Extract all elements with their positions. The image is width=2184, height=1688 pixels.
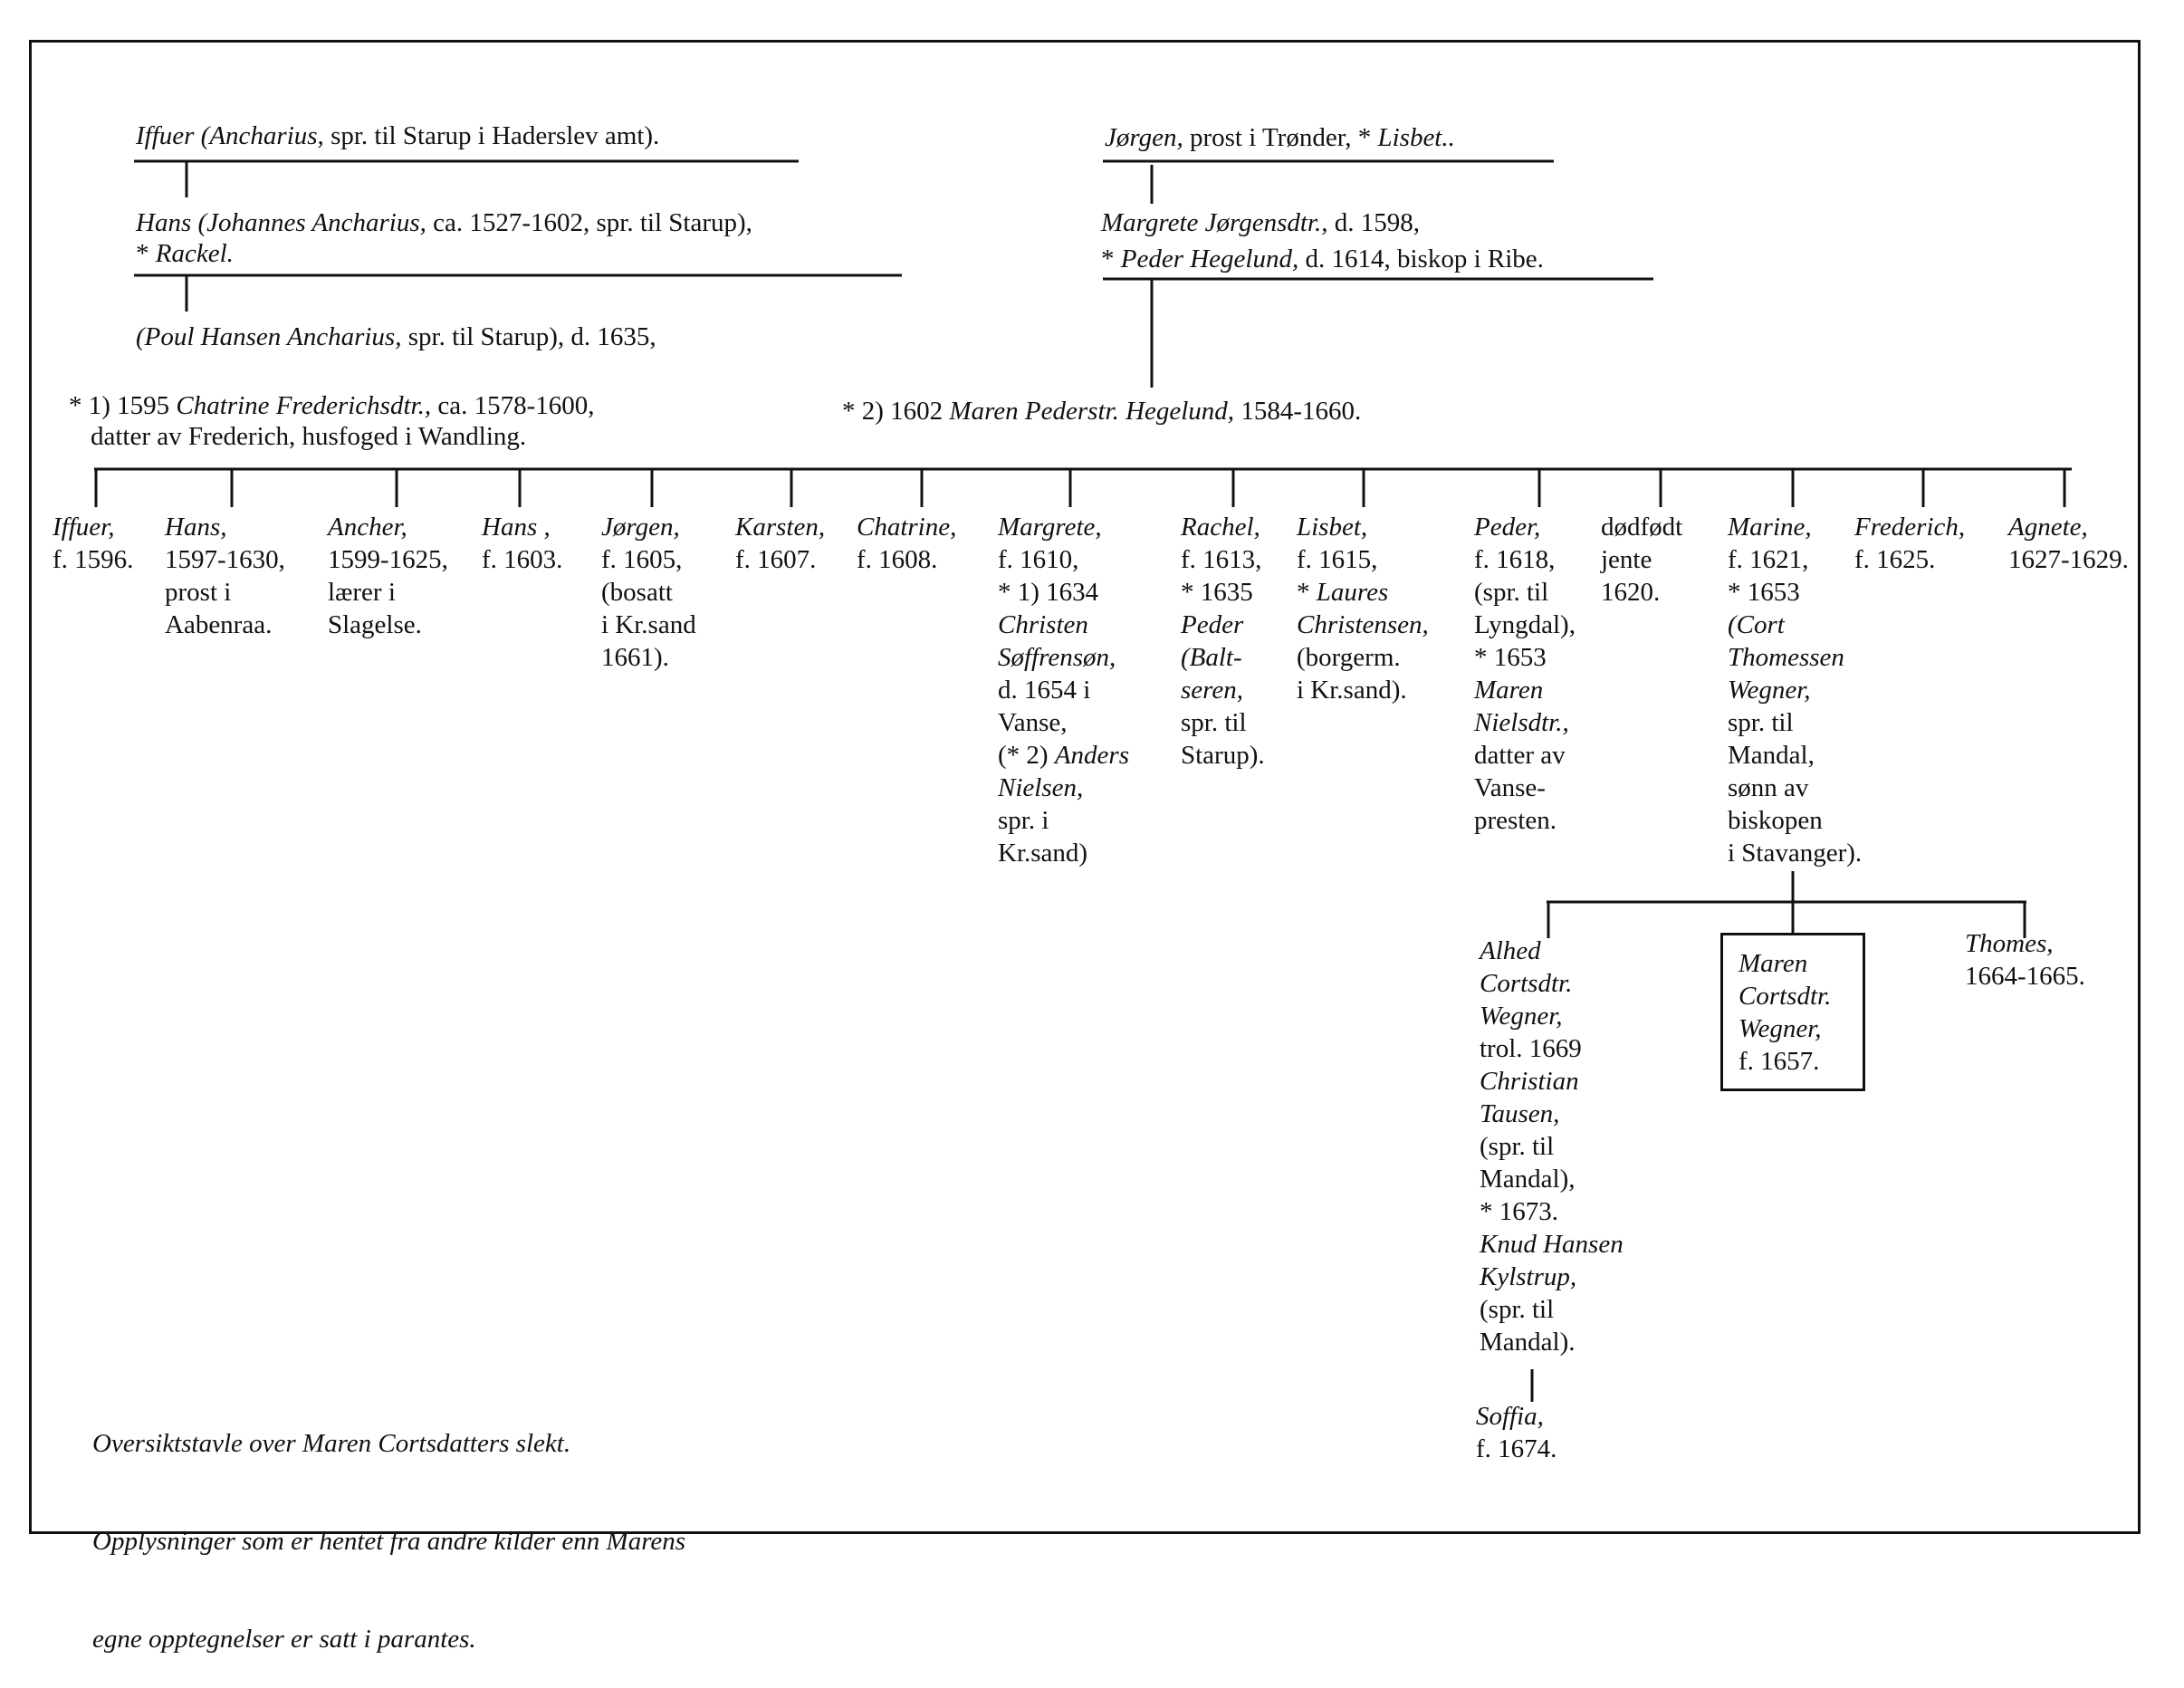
text-line: Wegner, (1480, 1002, 1563, 1031)
caption-line-1: Oversiktstavle over Maren Cortsdatters slekt. (92, 1429, 571, 1458)
child-iffuer (53, 511, 133, 576)
text-line: f. 1615, (1297, 545, 1378, 574)
text-line: spr. til (1181, 708, 1247, 737)
child-ancher (328, 511, 448, 641)
text-line: i Stavanger). (1728, 839, 1863, 868)
text-line: 1599-1625, (328, 545, 448, 574)
text-line: (spr. til (1480, 1132, 1555, 1161)
text-line: Maren (1474, 676, 1544, 705)
text-line: Slagelse. (328, 610, 422, 639)
text-line: Cortsdtr. (1739, 982, 1832, 1011)
text-line: 1661). (601, 643, 669, 672)
text-line: Hans , (482, 513, 551, 542)
child-jorgen (601, 511, 696, 674)
child-lisbet (1297, 511, 1429, 706)
ancestor-poul: (Poul Hansen Ancharius, spr. til Starup), d. 1635, (136, 322, 656, 351)
caption (92, 1362, 685, 1688)
marriage-second: * 2) 1602 Maren Pederstr. Hegelund, 1584-1660. (842, 397, 1362, 426)
text-line: Chatrine, (857, 513, 957, 542)
text-line: * Laures (1297, 578, 1389, 607)
child-marine (1728, 511, 1862, 869)
text-line: Karsten, (735, 513, 826, 542)
text-line: Søffrensøn, (998, 643, 1116, 672)
text-line: (borgerm. (1297, 643, 1401, 672)
marriage-first-line-2: datter av Frederich, husfoged i Wandling. (91, 422, 527, 451)
text-line: Mandal). (1480, 1328, 1576, 1357)
text-line: * 1635 (1181, 578, 1253, 607)
text-line: f. 1605, (601, 545, 683, 574)
text-line: f. 1621, (1728, 545, 1809, 574)
text-line: f. 1608. (857, 545, 938, 574)
text-line: 1620. (1601, 578, 1661, 607)
text-line: Starup). (1181, 741, 1265, 770)
text-line: Thomes, (1965, 929, 2054, 958)
text-line: Christen (998, 610, 1088, 639)
text-line: Knud Hansen (1480, 1230, 1624, 1259)
text-line: (Balt- (1181, 643, 1242, 672)
text-line: Mandal), (1480, 1165, 1576, 1194)
text-line: * 1673. (1480, 1197, 1558, 1226)
text-line: Maren (1739, 949, 1808, 978)
ancestor-jorgen: Jørgen, prost i Trønder, * Lisbet.. (1105, 123, 1455, 152)
text-line: i Kr.sand (601, 610, 696, 639)
text-line: datter av (1474, 741, 1566, 770)
text-line: Lyngdal), (1474, 610, 1576, 639)
child-hans-1603 (482, 511, 562, 576)
marriage-first-line-1: * 1) 1595 Chatrine Frederichsdtr., ca. 1578-1600, (69, 391, 595, 420)
text-line: Hans, (165, 513, 227, 542)
text-line: Vanse- (1474, 773, 1546, 802)
text-line: f. 1603. (482, 545, 563, 574)
great-grandchild-soffia (1476, 1400, 1557, 1465)
text-line: Kylstrup, (1480, 1262, 1577, 1291)
text-line: (* 2) Anders (998, 741, 1129, 770)
text-line: f. 1625. (1854, 545, 1936, 574)
text-line: (Cort (1728, 610, 1785, 639)
text-line: f. 1610, (998, 545, 1079, 574)
text-line: Aabenraa. (165, 610, 273, 639)
text-line: Kr.sand) (998, 839, 1088, 868)
text-line: Christian (1480, 1067, 1579, 1096)
text-line: spr. til (1728, 708, 1794, 737)
text-line: Jørgen, (601, 513, 680, 542)
child-margrete (998, 511, 1129, 869)
text-line: lærer i (328, 578, 396, 607)
ancestor-iffuer: Iffuer (Ancharius, spr. til Starup i Haderslev amt). (136, 121, 660, 150)
text-line: * 1653 (1474, 643, 1547, 672)
text-line: biskopen (1728, 806, 1823, 835)
child-peder (1474, 511, 1576, 837)
text-line: f. 1618, (1474, 545, 1556, 574)
text-line: Cortsdtr. (1480, 969, 1573, 998)
grandchild-thomes (1965, 927, 2085, 993)
caption-line-2: Opplysninger som er hentet fra andre kilder enn Marens (92, 1527, 686, 1556)
ancestor-hans-line-1: Hans (Johannes Ancharius, ca. 1527-1602, spr. til Starup), (136, 208, 752, 237)
text-line: Peder, (1474, 513, 1541, 542)
child-karsten (735, 511, 825, 576)
text-line: d. 1654 i (998, 676, 1091, 705)
text-line: 1664-1665. (1965, 962, 2085, 991)
text-line: f. 1674. (1476, 1434, 1557, 1463)
text-line: f. 1657. (1739, 1047, 1820, 1076)
text-line: Marine, (1728, 513, 1812, 542)
text-line: i Kr.sand). (1297, 676, 1407, 705)
child-hans-1597 (165, 511, 285, 641)
child-rachel (1181, 511, 1265, 772)
text-line: jente (1601, 545, 1652, 574)
text-line: Tausen, (1480, 1099, 1560, 1128)
text-line: Christensen, (1297, 610, 1429, 639)
grandchild-maren (1739, 947, 1831, 1078)
text-line: f. 1607. (735, 545, 817, 574)
text-line: 1627-1629. (2008, 545, 2129, 574)
text-line: Wegner, (1728, 676, 1811, 705)
text-line: (spr. til (1480, 1295, 1555, 1324)
text-line: Peder (1181, 610, 1244, 639)
text-line: Soffia, (1476, 1402, 1544, 1431)
text-line: Thomessen (1728, 643, 1844, 672)
text-line: dødfødt (1601, 513, 1683, 542)
text-line: spr. i (998, 806, 1049, 835)
child-frederich (1854, 511, 1965, 576)
text-line: * 1) 1634 (998, 578, 1099, 607)
child-agnete (2008, 511, 2129, 576)
text-line: Nielsdtr., (1474, 708, 1569, 737)
ancestor-margrete-line-2: * Peder Hegelund, d. 1614, biskop i Ribe. (1101, 245, 1544, 273)
text-line: 1597-1630, (165, 545, 285, 574)
text-line: * 1653 (1728, 578, 1800, 607)
text-line: prost i (165, 578, 232, 607)
text-line: Ancher, (328, 513, 407, 542)
text-line: Alhed (1480, 936, 1541, 965)
text-line: Agnete, (2008, 513, 2088, 542)
text-line: f. 1613, (1181, 545, 1262, 574)
text-line: (spr. til (1474, 578, 1549, 607)
caption-line-3: egne opptegnelser er satt i parantes. (92, 1625, 476, 1654)
text-line: Wegner, (1739, 1014, 1822, 1043)
ancestor-hans-line-2: * Rackel. (136, 239, 234, 268)
text-line: sønn av (1728, 773, 1809, 802)
grandchild-alhed (1480, 935, 1624, 1358)
text-line: Lisbet, (1297, 513, 1368, 542)
child-chatrine (857, 511, 956, 576)
text-line: presten. (1474, 806, 1557, 835)
text-line: Iffuer, (53, 513, 115, 542)
text-line: Vanse, (998, 708, 1068, 737)
text-line: Frederich, (1854, 513, 1966, 542)
text-line: f. 1596. (53, 545, 134, 574)
text-line: trol. 1669 (1480, 1034, 1582, 1063)
text-line: seren, (1181, 676, 1243, 705)
text-line: Mandal, (1728, 741, 1815, 770)
child-dodfodt (1601, 511, 1682, 609)
text-line: (bosatt (601, 578, 673, 607)
text-line: Nielsen, (998, 773, 1084, 802)
text-line: Margrete, (998, 513, 1102, 542)
ancestor-margrete-line-1: Margrete Jørgensdtr., d. 1598, (1101, 208, 1420, 237)
text-line: Rachel, (1181, 513, 1260, 542)
